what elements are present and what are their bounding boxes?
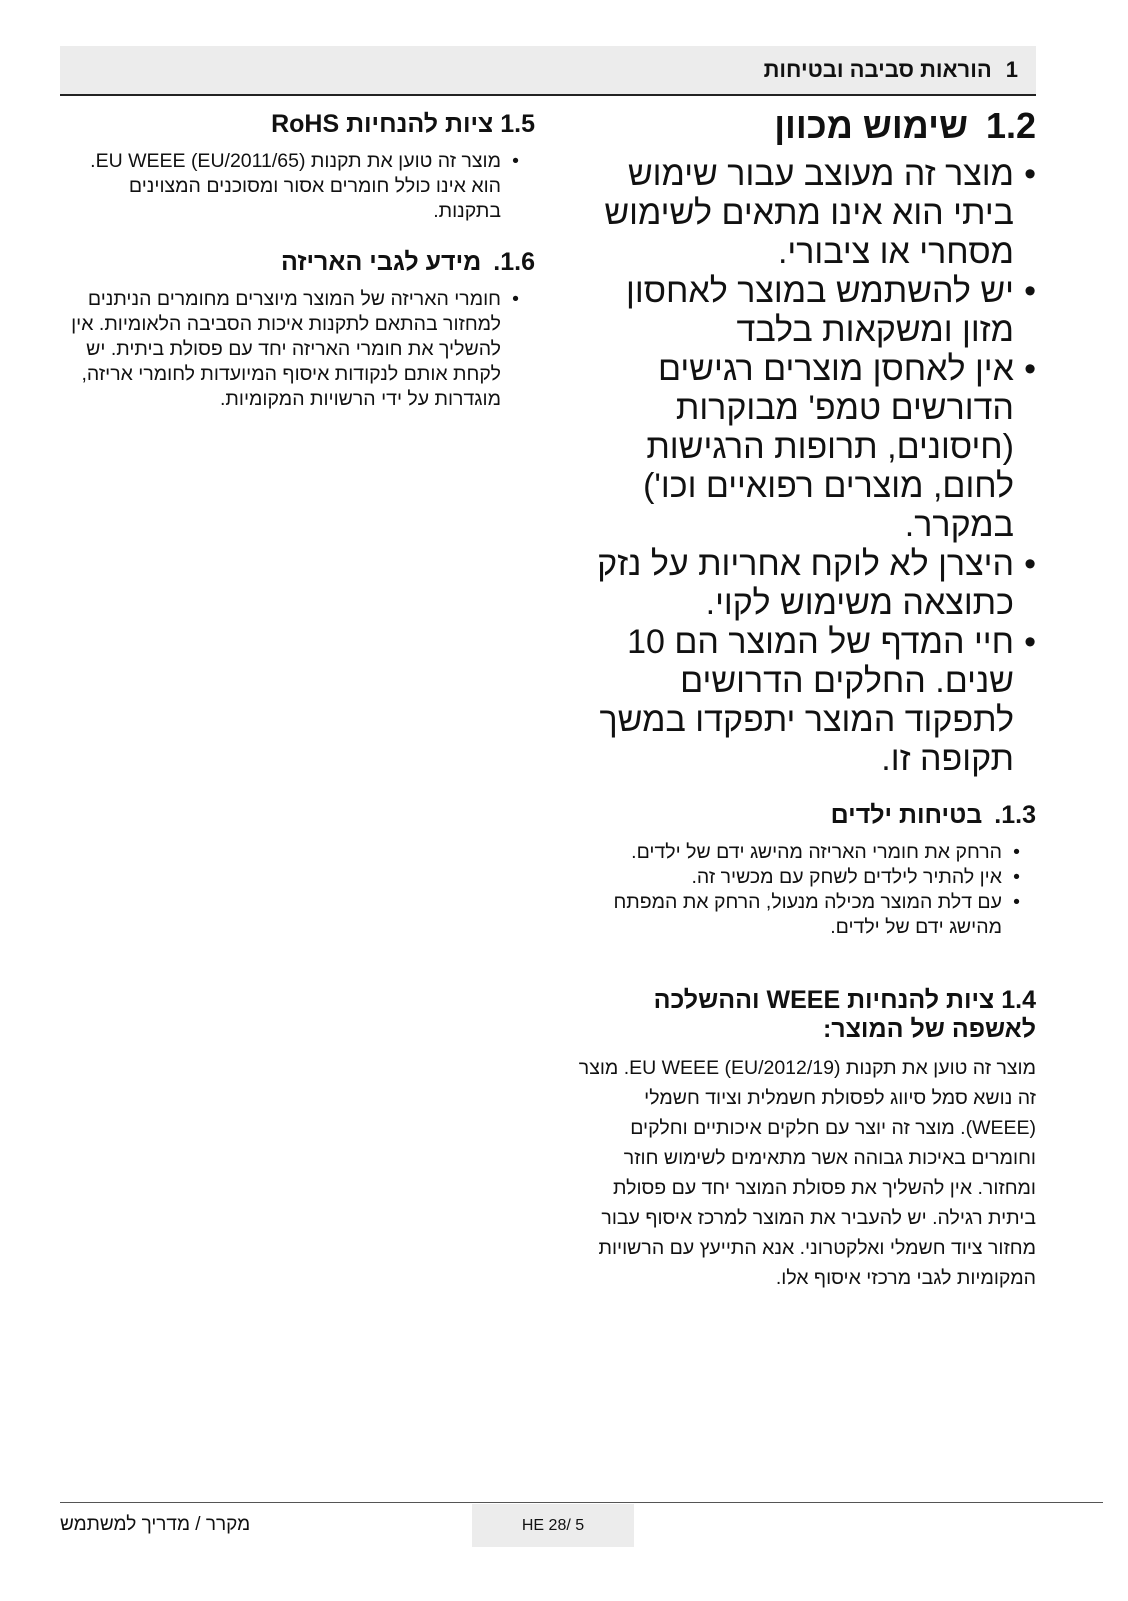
- list-item: • אין לאחסן מוצרים רגישים הדורשים טמפ' מבוקרות (חיסונים, תרופות הרגישות לחום, מוצרים רפואיים וכו') במקרר.: [570, 350, 1036, 545]
- weee-paragraph: מוצר זה טוען את תקנות EU WEEE (EU/2012/19). מוצר זה נושא סמל סיווג לפסולת חשמלית וציוד חשמלי (WEEE). מוצר זה יוצר עם חלקים איכותיים וחלקים וחומרים באיכות גבוהה אשר מתאימים לשימוש חוזר ומחזור. אין להשליך את פסולת המוצר יחד עם פסולת ביתית רגילה. יש להעביר את המוצר למרכז איסוף עבור מחזור ציוד חשמלי ואלקטרוני. אנא התייעץ עם הרשויות המקומיות לגבי מרכזי איסוף אלו.: [578, 1057, 1036, 1290]
- list-item: • חיי המדף של המוצר הם 10 שנים. החלקים הדרושים לתפקוד המוצר יתפקדו במשך תקופה זו.: [570, 623, 1036, 779]
- chapter-title: הוראות סביבה ובטיחות: [763, 57, 992, 82]
- section-1-2-number: 1.2: [985, 105, 1036, 146]
- page-number: HE 28/ 5: [472, 1504, 634, 1547]
- list-item: • הרחק את חומרי האריזה מהישג ידם של ילדים.: [570, 840, 1020, 865]
- right-column: [570, 104, 1036, 1293]
- footer-doc-label: מקרר / מדריך למשתמש: [60, 1514, 251, 1535]
- section-1-3-number: 1.3.: [994, 801, 1036, 830]
- list-item: • היצרן לא לוקח אחריות על נזק כתוצאה משימוש לקוי.: [570, 545, 1036, 623]
- section-1-6-number: 1.6.: [493, 247, 535, 276]
- child-safety-list: [570, 840, 1036, 940]
- section-1-6-heading: [60, 248, 535, 277]
- list-item: • יש להשתמש במוצר לאחסון מזון ומשקאות בלבד: [570, 272, 1036, 350]
- list-item: • מוצר זה טוען את תקנות EU WEEE (EU/2011/65). הוא אינו כולל חומרים אסור ומסוכנים המצוינים בתקנות.: [60, 149, 519, 224]
- section-1-2-title: שימוש מכוון: [774, 105, 968, 146]
- section-1-3-heading: [570, 801, 1036, 830]
- section-1-4-heading: 1.4 ציות להנחיות WEEE וההשלכה לאשפה של המוצר:: [653, 985, 1036, 1043]
- intended-use-list: [570, 155, 1036, 779]
- list-item: • חומרי האריזה של המוצר מיוצרים מחומרים הניתנים למחזור בהתאם לתקנות איכות הסביבה הלאומיות. אין להשליך את חומרי האריזה יחד עם פסולת ביתית. יש לקחת אותם לנקודות איסוף המיועדות לחומרי אריזה, מוגדרות על ידי הרשויות המקומיות.: [60, 287, 519, 412]
- list-item: • אין להתיר לילדים לשחק עם מכשיר זה.: [570, 865, 1020, 890]
- section-1-2-heading: [570, 104, 1036, 147]
- left-column: [60, 104, 535, 412]
- footer-divider: [60, 1502, 1103, 1503]
- packaging-list: [60, 287, 535, 412]
- chapter-header: [60, 46, 1036, 96]
- list-item: • מוצר זה מעוצב עבור שימוש ביתי הוא אינו מתאים לשימוש מסחרי או ציבורי.: [570, 155, 1036, 272]
- section-1-3-title: בטיחות ילדים: [830, 801, 983, 830]
- rohs-list: [60, 149, 535, 224]
- chapter-number: 1: [1005, 57, 1018, 82]
- section-1-6-title: מידע לגבי האריזה: [280, 247, 482, 276]
- section-1-5-heading: 1.5 ציות להנחיות RoHS: [271, 110, 535, 138]
- list-item: • עם דלת המוצר מכילה מנעול, הרחק את המפתח מהישג ידם של ילדים.: [570, 890, 1020, 940]
